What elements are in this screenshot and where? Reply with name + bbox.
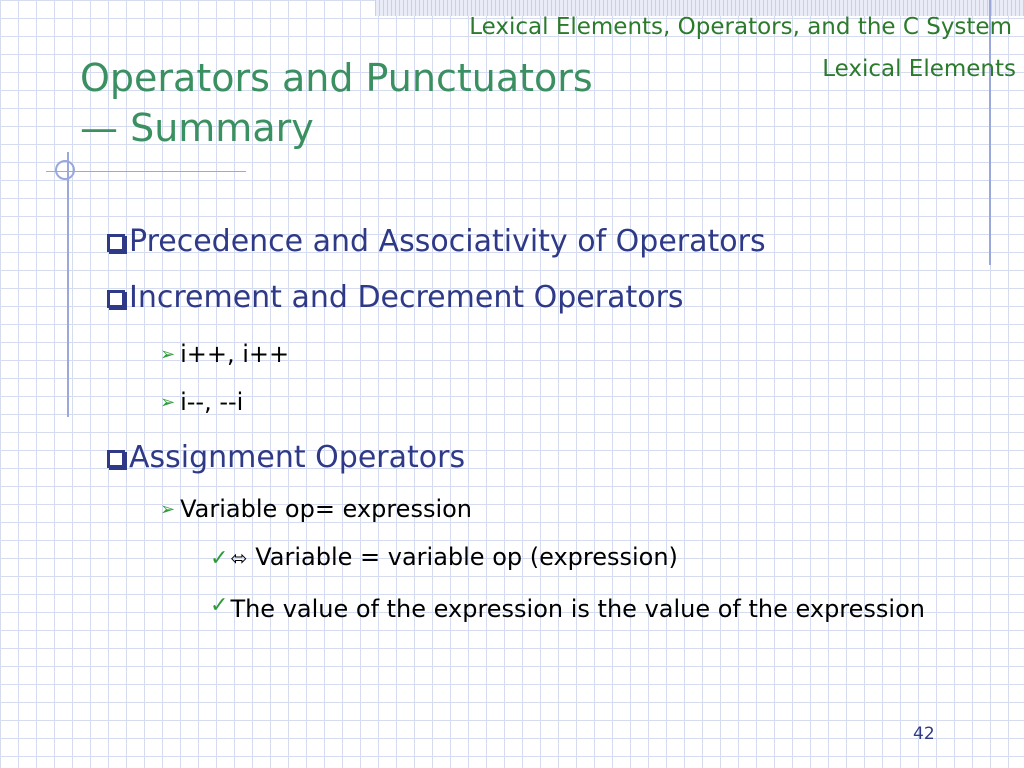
arrow-right-icon: ➢ bbox=[160, 392, 176, 413]
sub-bullet-compound-assignment bbox=[160, 495, 472, 523]
slide-title-line2: — Summary bbox=[80, 106, 314, 150]
slide-title-line1: Operators and Punctuators bbox=[80, 56, 593, 100]
bullet-text: Assignment Operators bbox=[129, 440, 466, 475]
value-bullet-text-cell bbox=[230, 590, 940, 628]
checkmark-icon: ✓ bbox=[210, 593, 229, 618]
sub-sub-bullet-text: Variable = variable op (expression) bbox=[255, 543, 678, 571]
value-bullet-row bbox=[210, 590, 940, 628]
value-bullet-mark bbox=[210, 590, 230, 628]
bullet-text: Increment and Decrement Operators bbox=[129, 280, 684, 315]
sub-bullet-text: Variable op= expression bbox=[180, 495, 473, 523]
double-arrow-icon: ⬄ bbox=[230, 546, 248, 570]
checkbox-square-icon bbox=[107, 450, 125, 468]
header-subtitle: Lexical Elements bbox=[822, 56, 1016, 82]
header-title: Lexical Elements, Operators, and the C System bbox=[469, 14, 1012, 40]
arrow-right-icon: ➢ bbox=[160, 499, 176, 520]
sub-sub-bullet-value bbox=[210, 590, 940, 628]
sub-sub-bullet-equivalence bbox=[210, 543, 678, 571]
sub-bullet-text: i++, i++ bbox=[180, 340, 290, 368]
checkbox-square-icon bbox=[107, 234, 125, 252]
bullet-increment-decrement bbox=[107, 280, 684, 315]
checkbox-square-icon bbox=[107, 290, 125, 308]
arrow-right-icon: ➢ bbox=[160, 344, 176, 365]
checkmark-icon: ✓ bbox=[210, 546, 229, 571]
bullet-assignment bbox=[107, 440, 465, 475]
bullet-text: Precedence and Associativity of Operators bbox=[129, 224, 766, 259]
sub-bullet-increment bbox=[160, 340, 289, 368]
sub-bullet-decrement bbox=[160, 388, 243, 416]
page-number: 42 bbox=[913, 724, 935, 744]
sub-sub-bullet-text: The value of the expression is the value of the expression bbox=[230, 595, 925, 623]
sub-bullet-text: i--, --i bbox=[180, 388, 244, 416]
bullet-precedence bbox=[107, 224, 766, 259]
